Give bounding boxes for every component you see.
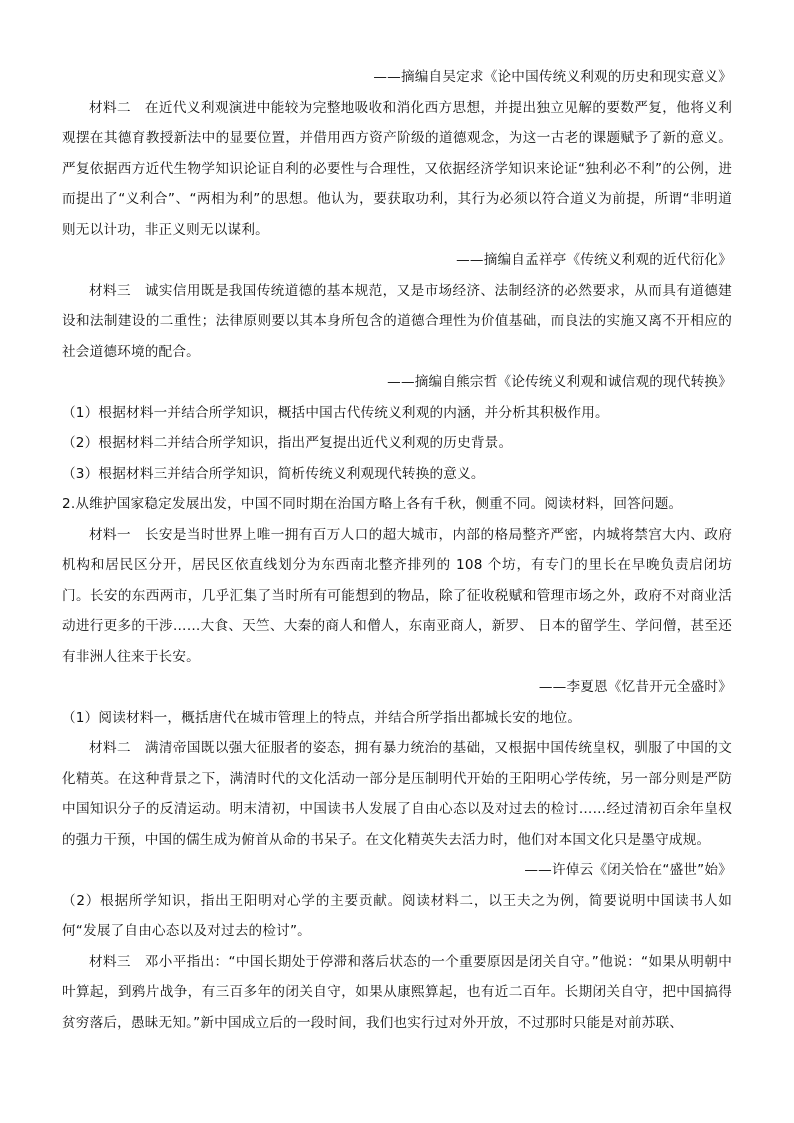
question-2-1: （1）阅读材料一，概括唐代在城市管理上的特点，并结合所学指出都城长安的地位。 <box>62 709 582 726</box>
citation-5: ——许倬云《闭关恰在“盛世”始》 <box>524 862 732 878</box>
citation-1: ——摘编自吴定求《论中国传统义利观的历史和现实意义》 <box>373 69 732 85</box>
document-page <box>62 62 732 1038</box>
task-2-material-3: 材料三 邓小平指出：“中国长期处于停滞和落后状态的一个重要原因是闭关自守。”他说：“如果从明朝中叶算起，到鸦片战争，有三百多年的闭关自守，如果从康熙算起，也有近二百年。长期闭关自守，把中国搞得贫穷落后，愚昧无知。”新中国成立后的一段时间，我们也实行过对外开放，不过那时只能是对前苏联、 <box>62 953 732 1031</box>
citation-3: ——摘编自熊宗哲《论传统义利观和诚信观的现代转换》 <box>387 374 732 390</box>
task-2-material-1: 材料一 长安是当时世界上唯一拥有百万人口的超大城市，内部的格局整齐严密，内城将禁宫大内、政府机构和居民区分开，居民区依直线划分为东西南北整齐排列的 108 个坊，有专门的里长在早晚负责启闭坊门。长安的东西两市，几乎汇集了当时所有可能想到的物品，除了征收税赋和管理市场之外，政府不对商业活动进行更多的干涉……大食、天竺、大秦的商人和僧人，东南亚商人，新罗、 日本的留学生、学问僧，甚至还有非洲人往来于长安。 <box>62 526 732 665</box>
task-2-title: 2.从维护国家稳定发展出发，中国不同时期在治国方略上各有千秋，侧重不同。阅读材料，回答问题。 <box>62 496 683 512</box>
question-1-3: （3）根据材料三并结合所学知识，简析传统义利观现代转换的意义。 <box>62 465 485 482</box>
material-2-paragraph: 材料二 在近代义利观演进中能较为完整地吸收和消化西方思想，并提出独立见解的要数严复，他将义利观摆在其德育教授新法中的显要位置，并借用西方资产阶级的道德观念，为这一古老的课题赋予了新的意义。严复依据西方近代生物学知识论证自利的必要性与合理性，又依据经济学知识来论证“独利必不利”的公例，进而提出了“义利合”、“两相为利”的思想。他认为，要获取功利，其行为必须以符合道义为前提，所谓“非明道则无以计功，非正义则无以谋利。 <box>62 99 732 238</box>
question-1-2: （2）根据材料二并结合所学知识，指出严复提出近代义利观的历史背景。 <box>62 435 513 451</box>
citation-2: ——摘编自孟祥亭《传统义利观的近代衍化》 <box>456 252 732 268</box>
task-2-material-2: 材料二 满清帝国既以强大征服者的姿态，拥有暴力统治的基础，又根据中国传统皇权，驯服了中国的文化精英。在这种背景之下，满清时代的文化活动一部分是压制明代开始的王阳明心学传统，另一部分则是严防中国知识分子的反清运动。明末清初，中国读书人发展了自由心态以及对过去的检讨……经过清初百余年皇权的强力干预，中国的儒生成为俯首从命的书呆子。在文化精英失去活力时，他们对本国文化只是墨守成规。 <box>62 740 732 848</box>
question-2-2: （2）根据所学知识，指出王阳明对心学的主要贡献。阅读材料二，以王夫之为例，简要说明中国读书人如何“发展了自由心态以及对过去的检讨”。 <box>62 892 732 939</box>
citation-4: ——李夏恩《忆昔开元全盛时》 <box>538 679 732 695</box>
material-3-paragraph: 材料三 诚实信用既是我国传统道德的基本规范，又是市场经济、法制经济的必然要求，从而具有道德建设和法制建设的二重性；法律原则要以其本身所包含的道德合理性为价值基础，而良法的实施又离不开相应的社会道德环境的配合。 <box>62 282 732 360</box>
question-1-1: （1）根据材料一并结合所学知识，概括中国古代传统义利观的内涵，并分析其积极作用。 <box>62 404 609 421</box>
